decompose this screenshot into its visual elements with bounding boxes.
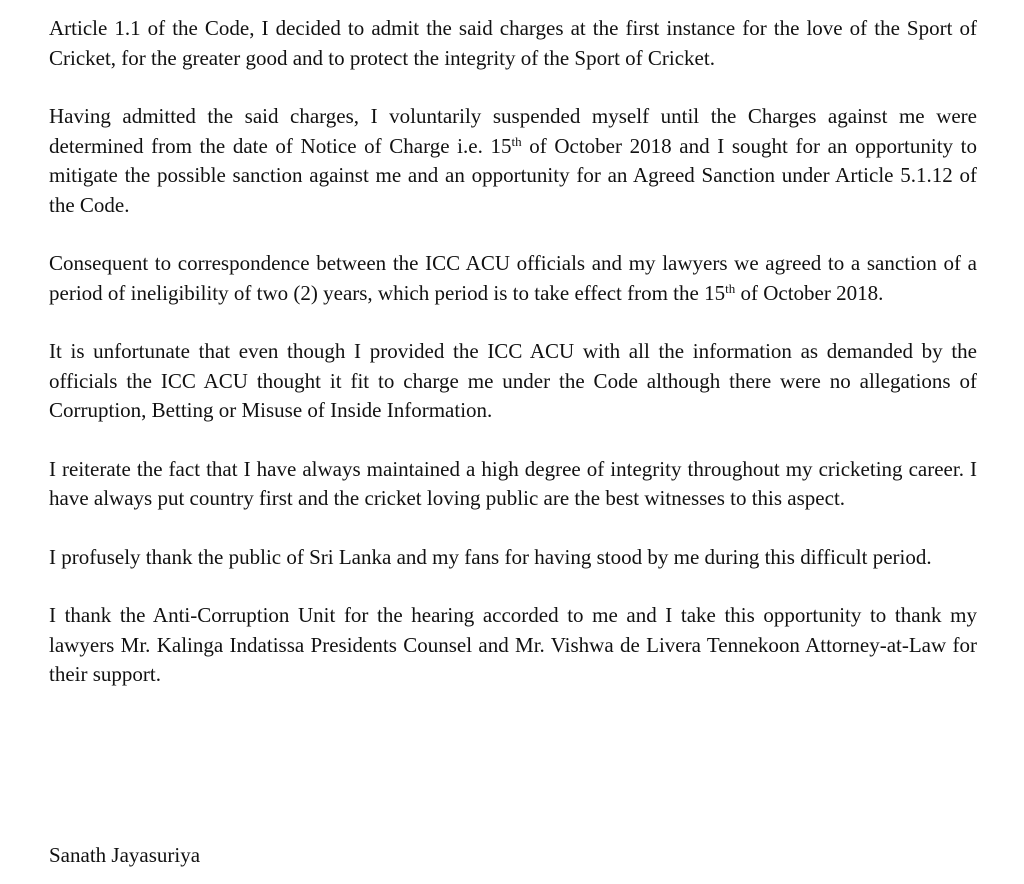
- paragraph-admission: Article 1.1 of the Code, I decided to admit the said charges at the first instance for the love of the Sport of Cricket, for the greater good and to protect the integrity of the Sport of Cricket.: [49, 16, 977, 70]
- paragraph-integrity: I reiterate the fact that I have always maintained a high degree of integrity throughout my cricketing career. I have always put country first and the cricket loving public are the best witnesses to this aspect.: [49, 456, 977, 510]
- paragraph-icc-acu: It is unfortunate that even though I provided the ICC ACU with all the information as demanded by the officials the ICC ACU thought it fit to charge me under the Code although there were no allegations of Corruption, Betting or Misuse of Inside Information.: [49, 339, 977, 422]
- paragraph-sanction: [49, 249, 977, 308]
- paragraph-suspension-text-end: of October 2018 and I sought for an opportunity to mitigate the possible sanction against me and an opportunity for an Agreed Sanction under Article 5.1.12 of the Code.: [49, 133, 977, 217]
- ordinal-suffix: th: [511, 133, 522, 149]
- paragraph-sanction-text-start: Consequent to correspondence between the ICC ACU officials and my lawyers we agreed to a sanction of a period of ineligibility of two (2) years, which period is to take effect from the 15: [49, 251, 977, 305]
- paragraph-sanction-text-end: of October 2018.: [735, 280, 884, 305]
- paragraph-thanks-public: I profusely thank the public of Sri Lanka and my fans for having stood by me during this difficult period.: [49, 544, 932, 569]
- ordinal-suffix: th: [725, 280, 736, 296]
- signature-name: Sanath Jayasuriya: [49, 843, 201, 867]
- paragraph-suspension-text-start: Having admitted the said charges, I voluntarily suspended myself until the Charges against me were determined from the date of Notice of Charge i.e. 15: [49, 104, 977, 158]
- document-body: [49, 14, 977, 719]
- paragraph-thanks-lawyers: I thank the Anti-Corruption Unit for the hearing accorded to me and I take this opportunity to thank my lawyers Mr. Kalinga Indatissa Presidents Counsel and Mr. Vishwa de Livera Tennekoon Attorney-at-Law for their support.: [49, 603, 977, 686]
- paragraph-suspension: [49, 102, 977, 220]
